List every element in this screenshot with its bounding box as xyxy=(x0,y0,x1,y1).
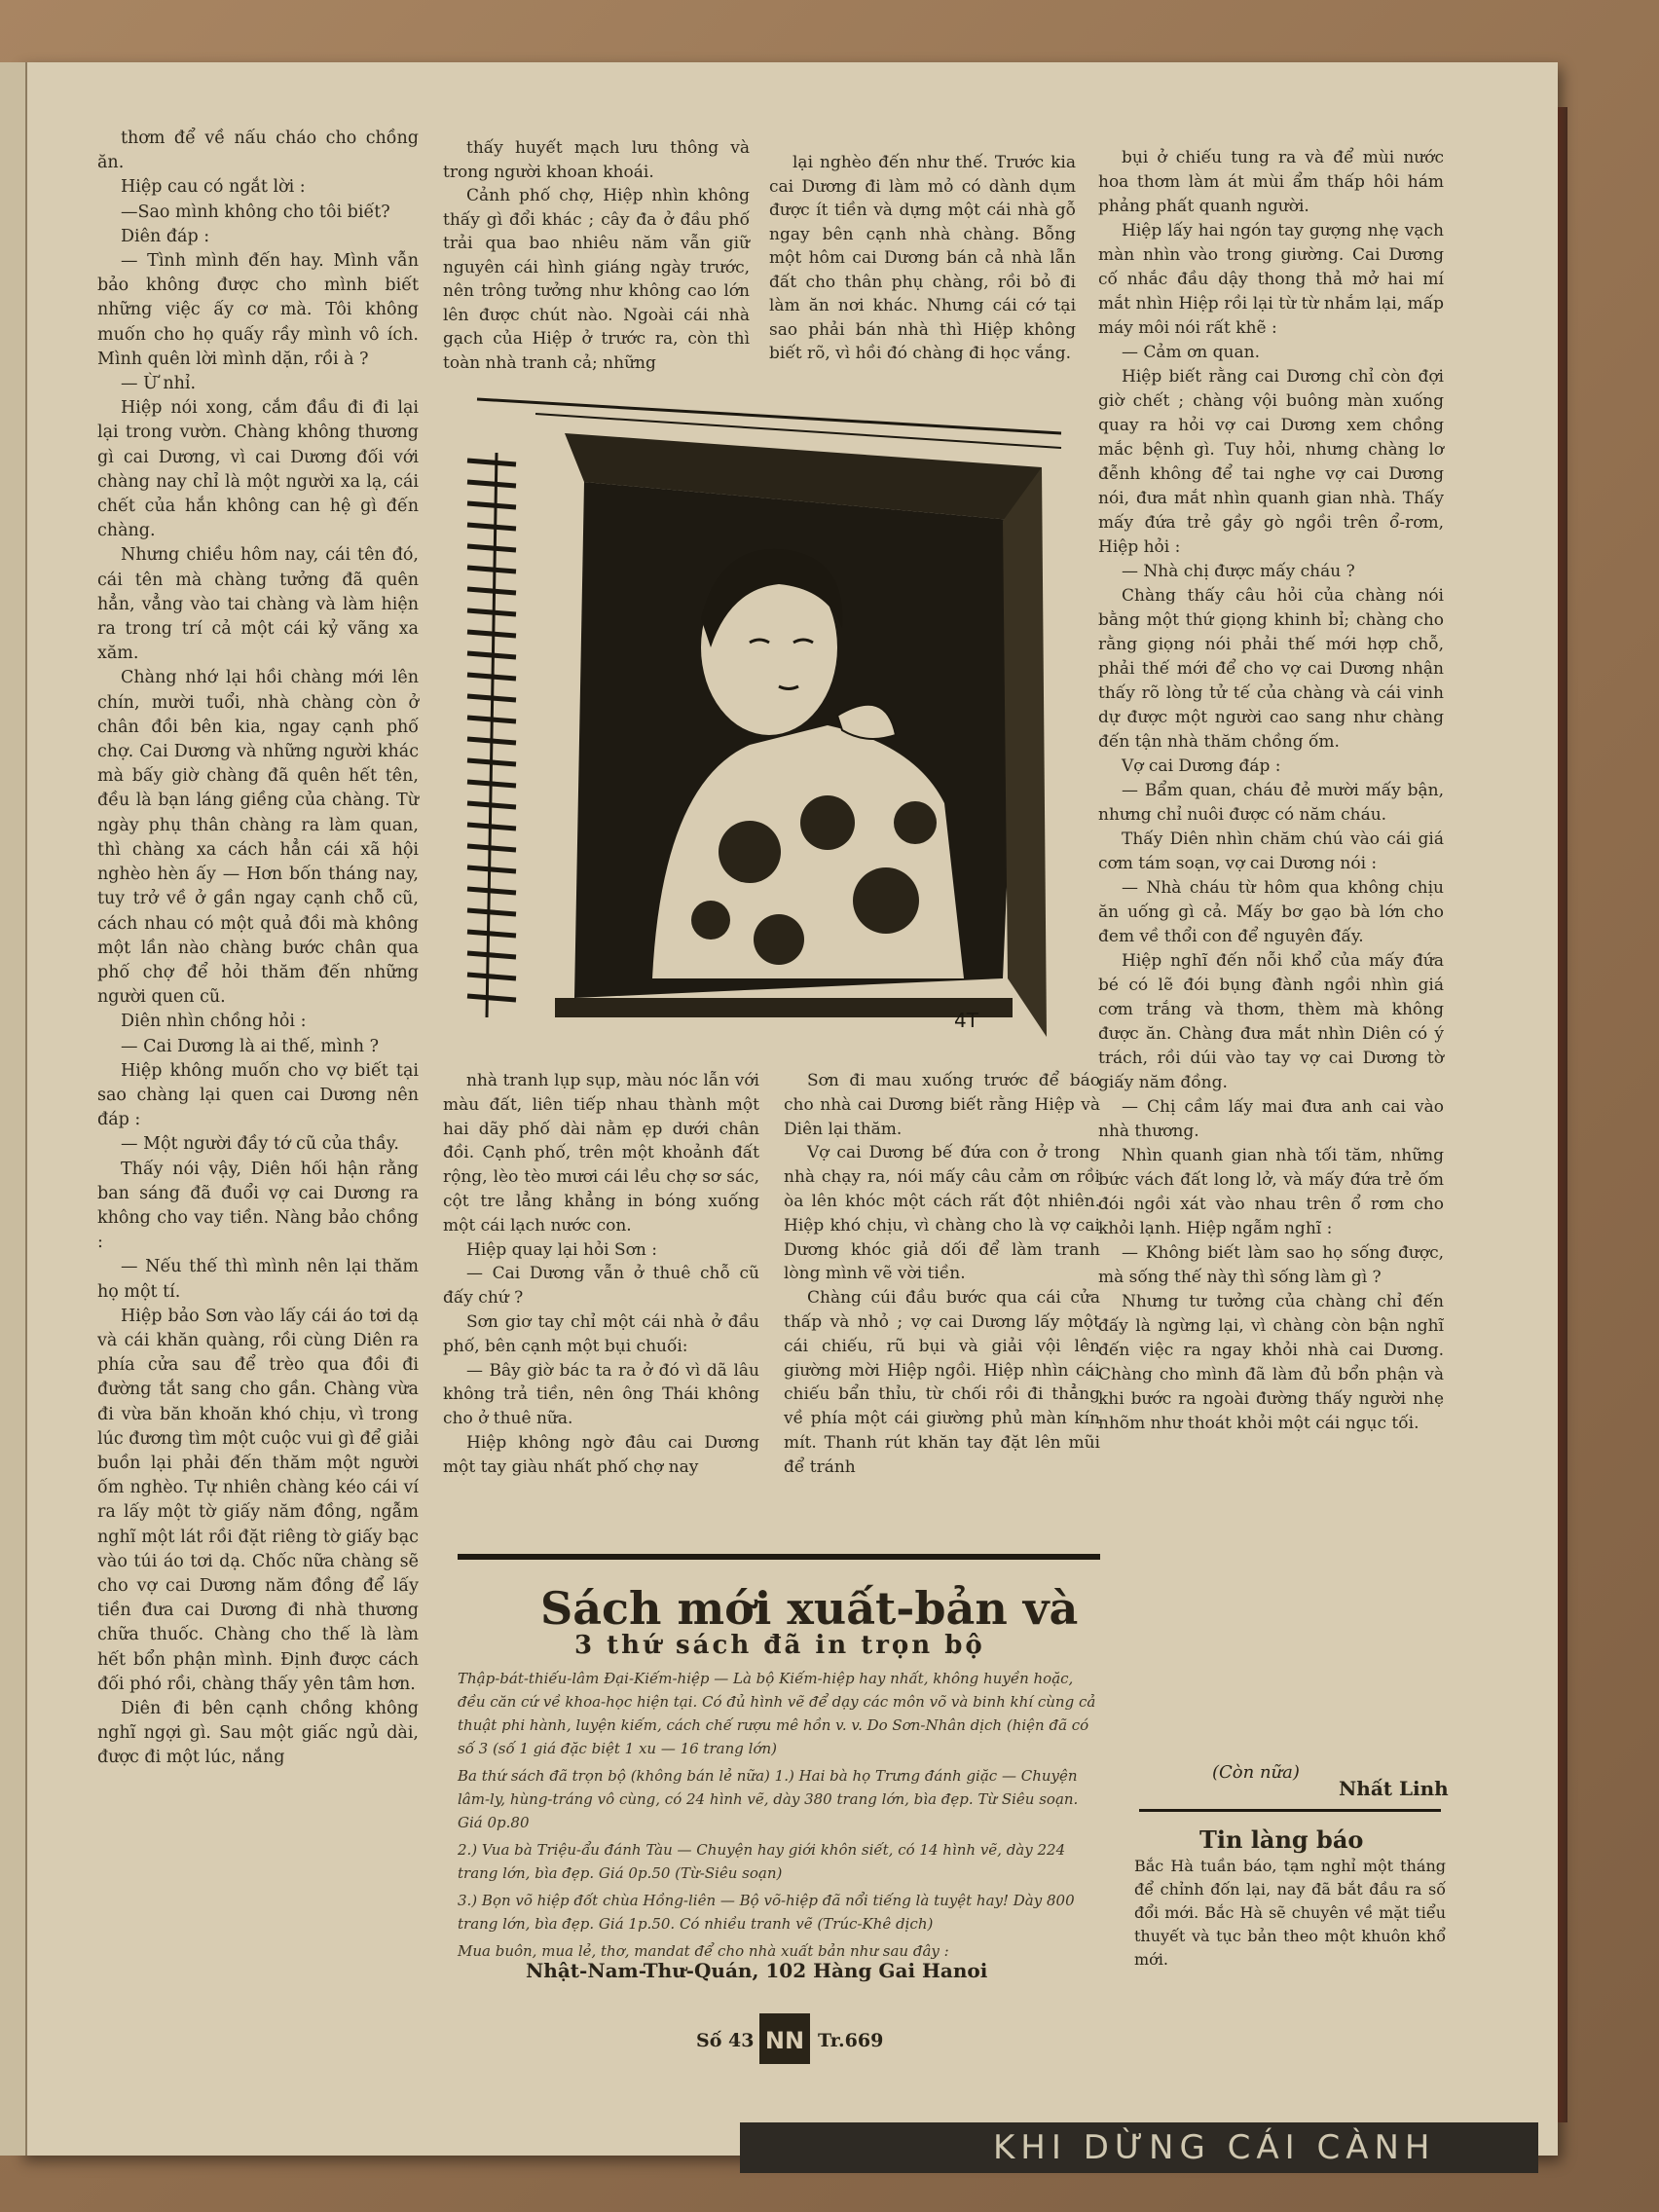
column-4-paragraph: Hiệp nghĩ đến nỗi khổ của mấy đứa bé có lẽ đói bụng đành ngồi nhìn giá cơm trắng và thơm, thèm mà không được ăn. Chàng đưa mắt nhìn Diên có ý trách, rồi dúi vào tay vợ cai Dương tờ giấy năm đồng. xyxy=(1098,951,1444,1092)
ad-title: Sách mới xuất-bản và xyxy=(540,1582,1079,1635)
ad-book-entry: 3.) Bọn võ hiệp đốt chùa Hồng-liên — Bộ võ-hiệp đã nổi tiếng là tuyệt hay! Dày 800 trang lớn, bìa đẹp. Giá 1p.50. Có nhiều tranh vẽ (Trúc-Khê dịch) xyxy=(458,1892,1075,1933)
column-1-paragraph: — Nếu thế thì mình nên lại thăm họ một tí. xyxy=(97,1257,419,1302)
column-3-top xyxy=(769,151,1076,366)
column-2-bottom xyxy=(443,1069,759,1480)
column-4-paragraph: Nhưng tư tưởng của chàng chỉ đến đấy là ngừng lại, vì chàng còn bận nghĩ đến việc ra ngay khỏi nhà cai Dương. Chàng cho mình đã làm đủ bổn phận và khi bước ra ngoài đường thấy người nhẹ nhõm như thoát khỏi một cái ngục tối. xyxy=(1098,1292,1444,1433)
column-2-top xyxy=(443,136,750,375)
column-4-paragraph: — Không biết làm sao họ sống được, mà sống thế này thì sống làm gì ? xyxy=(1098,1243,1444,1287)
ad-book-entry: Ba thứ sách đã trọn bộ (không bán lẻ nữa) 1.) Hai bà họ Trưng đánh giặc — Chuyện lâm-ly, hùng-tráng vô cùng, có 24 hình vẽ, dày 380 trang lớn, bìa đẹp. Từ Siêu soạn. Giá 0p.80 xyxy=(458,1767,1079,1831)
column-1-paragraph: Hiệp không muốn cho vợ biết tại sao chàng lại quen cai Dương nên đáp : xyxy=(97,1060,419,1130)
column-1-paragraph: Chàng nhớ lại hồi chàng mới lên chín, mười tuổi, nhà chàng còn ở chân đồi bên kia, ngay cạnh phố chợ. Cai Dương và những người khác mà bấy giờ chàng đã quên hết tên, đều là bạn láng giềng của chàng. Từ ngày phụ thân chàng ra làm quan, thì chàng xa cách hẳn cái xã hội nghèo hèn ấy — Hơn bốn tháng nay, tuy trở về ở gần ngay cạnh chỗ cũ, cách nhau có một quả đồi mà không một lần nào chàng bước chân qua phố chợ để hỏi thăm đến những người quen cũ. xyxy=(97,668,419,1008)
ad-subtitle: 3 thứ sách đã in trọn bộ xyxy=(574,1631,985,1660)
column-1-paragraph: —Sao mình không cho tôi biết? xyxy=(121,202,390,222)
column-4 xyxy=(1098,146,1444,1436)
column-1-paragraph: Diên đi bên cạnh chồng không nghĩ ngợi gì. Sau một giấc ngủ dài, được đi một lúc, nắng xyxy=(97,1699,419,1768)
page-number: Tr.669 xyxy=(818,2030,884,2051)
column-2-top-paragraph: thấy huyết mạch lưu thông và trong người khoan khoái. xyxy=(443,138,750,182)
column-1-paragraph: — Ừ nhỉ. xyxy=(121,374,197,394)
column-1-paragraph: Nhưng chiều hôm nay, cái tên đó, cái tên mà chàng tưởng đã quên hẳn, vẳng vào tai chàng và làm hiện ra trong trí cả một cái kỷ vãng xa xăm. xyxy=(97,545,419,664)
column-2-bottom-paragraph: Sơn giơ tay chỉ một cái nhà ở đầu phố, bên cạnh một bụi chuối: xyxy=(443,1311,759,1356)
column-2-bottom-paragraph: — Bây giờ bác ta ra ở đó vì dã lâu không trả tiền, nên ông Thái không cho ở thuê nữa. xyxy=(443,1360,759,1429)
column-4-paragraph: bụi ở chiếu tung ra và để mùi nước hoa thơm làm át mùi ẩm thấp hôi hám phảng phất quanh người. xyxy=(1098,148,1444,216)
column-2-bottom-paragraph: Hiệp không ngờ đâu cai Dương một tay giàu nhất phố chợ nay xyxy=(443,1432,759,1477)
column-1-paragraph: — Cai Dương là ai thế, mình ? xyxy=(121,1036,379,1056)
ad-book-entry: 2.) Vua bà Triệu-ẩu đánh Tàu — Chuyện hay giới khôn siết, có 14 hình vẽ, dày 224 trang lớn, bìa đẹp. Giá 0p.50 (Từ-Siêu soạn) xyxy=(458,1841,1066,1882)
logo-letters: NN xyxy=(764,2027,805,2054)
woman-window-illustration xyxy=(458,394,1081,1051)
column-2-bottom-paragraph: — Cai Dương vẫn ở thuê chỗ cũ đấy chứ ? xyxy=(443,1264,759,1309)
column-4-paragraph: — Nhà cháu từ hôm qua không chịu ăn uống gì cả. Mấy bơ gạo bà lớn cho đem về thổi con để nguyên đấy. xyxy=(1098,878,1444,946)
news-body: Bắc Hà tuần báo, tạm nghỉ một tháng để chỉnh đốn lại, nay đã bắt đầu ra số đổi mới. Bắc Hà sẽ chuyên về mặt tiểu thuyết và tục bản theo một khuôn khổ mới. xyxy=(1134,1857,1446,1969)
column-4-paragraph: Hiệp lấy hai ngón tay gượng nhẹ vạch màn nhìn vào trong giường. Cai Dương cố nhắc đầu dậy thong thả mở hai mí mắt nhìn Hiệp rồi lại từ từ nhắm lại, mấp máy môi nói rất khẽ : xyxy=(1098,221,1444,338)
issue-number: Số 43 xyxy=(696,2030,755,2051)
binding-spine xyxy=(0,62,27,2156)
column-4-paragraph: Vợ cai Dương đáp : xyxy=(1122,756,1281,776)
column-3-bottom xyxy=(784,1069,1100,1480)
column-4-paragraph: — Cảm ơn quan. xyxy=(1122,343,1260,362)
news-title: Tin làng báo xyxy=(1199,1825,1364,1854)
column-1-paragraph: — Một người đầy tớ cũ của thầy. xyxy=(121,1134,399,1155)
ad-book-entry: Mua buôn, mua lẻ, thơ, mandat để cho nhà xuất bản như sau đây : xyxy=(458,1942,949,1960)
column-1-paragraph: Hiệp cau có ngắt lời : xyxy=(121,177,306,198)
newspaper-logo xyxy=(759,2013,810,2064)
column-3-top-paragraph: lại nghèo đến như thế. Trước kia cai Dương đi làm mỏ có dành dụm được ít tiền và dựng một cái nhà gỗ ngay bên cạnh nhà chàng. Bỗng một hôm cai Dương bán cả nhà lẫn đất cho thân phụ chàng, rồi bỏ đi làm ăn nơi khác. Nhưng cái cớ tại sao phải bán nhà thì Hiệp không biết rõ, vì hồi đó chàng đi học vắng. xyxy=(769,153,1076,363)
column-1-paragraph: Diên nhìn chồng hỏi : xyxy=(121,1012,307,1032)
column-4-paragraph: Nhìn quanh gian nhà tối tăm, những bức vách đất long lở, và mấy đứa trẻ ốm đói ngồi xát vào nhau trên ổ rơm cho khỏi lạnh. Hiệp ngẫm nghĩ : xyxy=(1098,1146,1444,1238)
column-1-paragraph: Diên đáp : xyxy=(121,226,210,246)
column-3-bottom-paragraph: Sơn đi mau xuống trước để báo cho nhà cai Dương biết rằng Hiệp và Diên lại thăm. xyxy=(784,1071,1100,1139)
news-rule xyxy=(1139,1809,1441,1812)
column-1-paragraph: thơm để về nấu cháo cho chồng ăn. xyxy=(97,129,419,173)
column-1-paragraph: Hiệp bảo Sơn vào lấy cái áo tơi dạ và cái khăn quàng, rồi cùng Diên ra phía cửa sau để trèo qua đồi đi đường tắt sang cho gần. Chàng vừa đi vừa băn khoăn khó chịu, vì trong lúc đương tìm một cuộc vui gì để giải buồn lại phải đến thăm một người ốm nghèo. Tự nhiên chàng kéo cái ví ra lấy một tờ giấy năm đồng, ngẫm nghĩ một lát rồi đặt riêng tờ giấy bạc vào túi áo tơi dạ. Chốc nữa chàng sẽ cho vợ cai Dương năm đồng để lấy tiền đưa cai Dương đi nhà thương chữa thuốc. Chàng cho thế là làm hết bổn phận mình. Định được cách đối phó rồi, chàng thấy yên tâm hơn. xyxy=(97,1306,419,1694)
column-4-paragraph: Thấy Diên nhìn chăm chú vào cái giá cơm tám soạn, vợ cai Dương nói : xyxy=(1098,830,1444,873)
column-4-paragraph: — Chị cầm lấy mai đưa anh cai vào nhà thương. xyxy=(1098,1097,1444,1141)
column-1-paragraph: — Tình mình đến hay. Mình vẫn bảo không được cho mình biết những việc ấy cơ mà. Tôi không muốn cho họ quấy rầy mình vô ích. Mình quên lời mình dặn, rồi à ? xyxy=(97,251,419,369)
continued-note: (Còn nữa) xyxy=(1212,1762,1300,1783)
column-3-bottom-paragraph: Chàng cúi đầu bước qua cái cửa thấp và nhỏ ; vợ cai Dương lấy một cái chiếu, rũ bụi và giải vội lên giường mời Hiệp ngồi. Hiệp nhìn cái chiếu bẩn thỉu, từ chối rồi đi thẳng về phía một cái giường phủ màn kín mít. Thanh rút khăn tay đặt lên mũi để tránh xyxy=(784,1288,1100,1477)
column-2-bottom-paragraph: nhà tranh lụp sụp, màu nóc lẫn với màu đất, liên tiếp nhau thành một hai dãy phố dài nằm ẹp dưới chân đồi. Cạnh phố, trên một khoảnh đất rộng, lèo tèo mươi cái lều chợ sơ sác, cột tre lẳng khẳng in bóng xuống một cái lạch nước con. xyxy=(443,1071,759,1235)
column-1-paragraph: Hiệp nói xong, cắm đầu đi đi lại lại trong vườn. Chàng không thương gì cai Dương, vì cai Dương đối với chàng nay chỉ là một người xa lạ, cái chết của hắn không can hệ gì đến chàng. xyxy=(97,398,419,541)
column-2-bottom-paragraph: Hiệp quay lại hỏi Sơn : xyxy=(466,1239,657,1260)
illustration-signature: 4T xyxy=(954,1009,978,1032)
cover-edge-strip: KHI DỪNG CÁI CÀNH xyxy=(740,2122,1538,2173)
ad-book-list xyxy=(458,1667,1100,1967)
column-1 xyxy=(97,127,419,1771)
story-author: Nhất Linh xyxy=(1339,1777,1449,1800)
column-4-paragraph: Chàng thấy câu hỏi của chàng nói bằng một thứ giọng khinh bỉ; chàng cho rằng giọng nói phải thế mới hợp chỗ, phải thế mới để cho vợ cai Dương nhận thấy rõ lòng tử tế của chàng và cái vinh dự được một người cao sang như chàng đến tận nhà thăm chồng ốm. xyxy=(1098,586,1444,752)
column-3-bottom-paragraph: Vợ cai Dương bế đứa con ở trong nhà chạy ra, nói mấy câu cảm ơn rồi òa lên khóc một cách rất đột nhiên. Hiệp khó chịu, vì chàng cho là vợ cai Dương khóc giả dối để làm tranh lòng mình vẽ vời tiền. xyxy=(784,1143,1100,1284)
column-2-top-paragraph: Cảnh phố chợ, Hiệp nhìn không thấy gì đổi khác ; cây đa ở đầu phố trải qua bao nhiêu năm vẫn giữ nguyên cái hình giáng ngày trước, nên trông tưởng như không cao lớn lên được chút nào. Ngoài cái nhà gạch của Hiệp ở trước ra, còn thì toàn nhà tranh cả; những xyxy=(443,186,750,373)
ad-address: Nhật-Nam-Thư-Quán, 102 Hàng Gai Hanoi xyxy=(526,1959,988,1982)
column-4-paragraph: Hiệp biết rằng cai Dương chỉ còn đợi giờ chết ; chàng vội buông màn xuống quay ra hỏi vợ cai Dương xem chồng mắc bệnh gì. Tuy hỏi, nhưng chàng lơ đễnh không để tai nghe vợ cai Dương nói, đưa mắt nhìn quanh gian nhà. Thấy mấy đứa trẻ gầy gò ngồi trên ổ-rơm, Hiệp hỏi : xyxy=(1098,367,1444,557)
column-4-paragraph: — Bẩm quan, cháu đẻ mười mấy bận, nhưng chỉ nuôi được có năm cháu. xyxy=(1098,781,1444,825)
column-1-paragraph: Thấy nói vậy, Diên hối hận rằng ban sáng đã đuổi vợ cai Dương ra không cho vay tiền. Nàng bảo chồng : xyxy=(97,1159,419,1253)
column-4-paragraph: — Nhà chị được mấy cháu ? xyxy=(1122,562,1355,581)
ad-book-entry: Thập-bát-thiếu-lâm Đại-Kiếm-hiệp — Là bộ Kiếm-hiệp hay nhất, không huyền hoặc, đều căn cứ về khoa-học hiện tại. Có đủ hình vẽ để dạy các môn võ và binh khí cùng cả thuật phi hành, luyện kiếm, cách chế rượu mê hồn v. v. Do Sơn-Nhân dịch (hiện đã có số 3 (số 1 giá đặc biệt 1 xu — 16 trang lớn) xyxy=(458,1670,1096,1757)
ad-top-rule xyxy=(458,1554,1100,1560)
